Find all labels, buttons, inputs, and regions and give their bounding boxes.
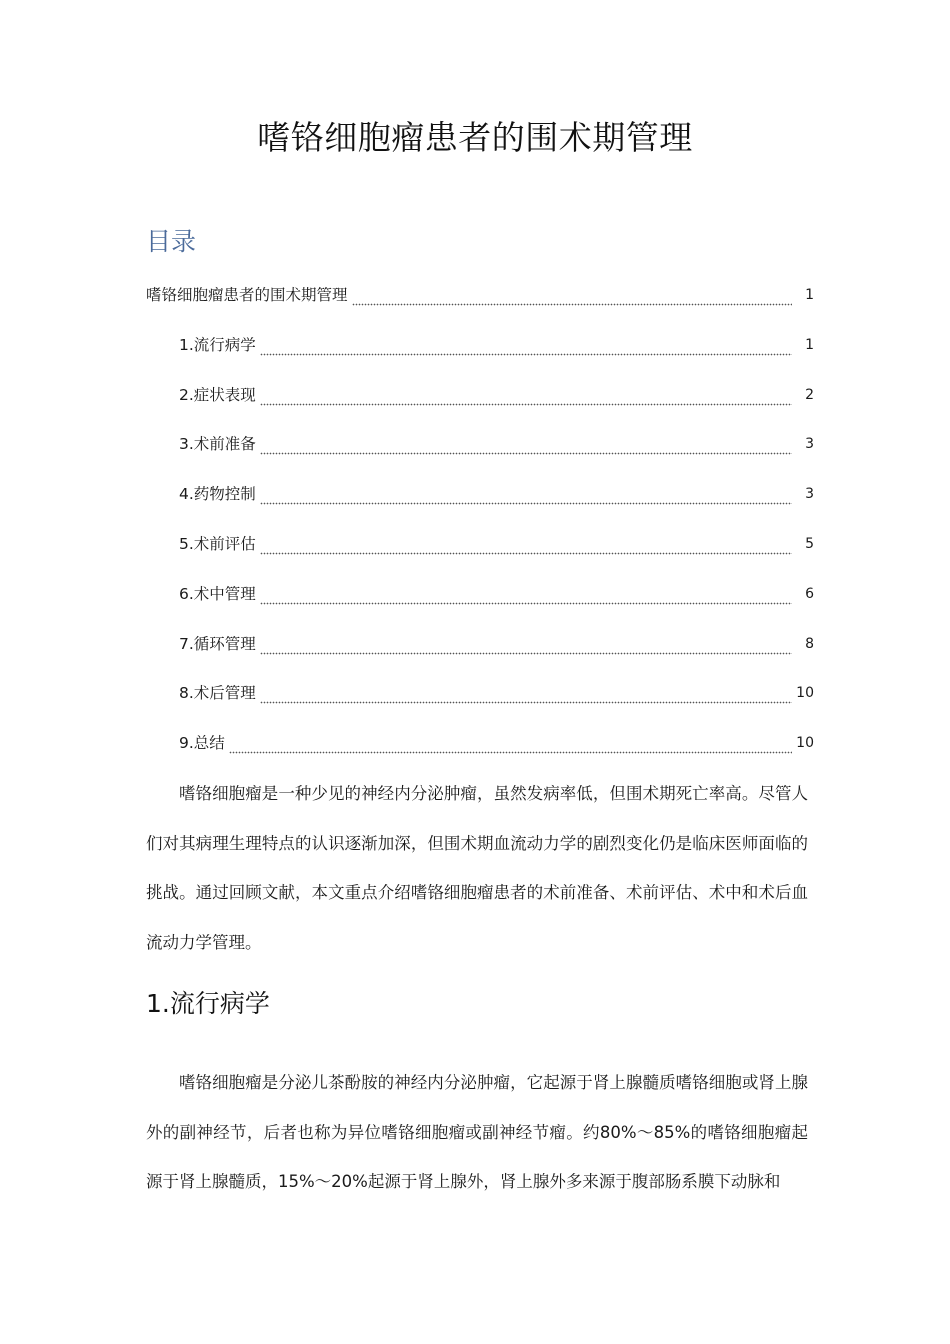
toc-entry-label: 9.总结	[179, 734, 225, 753]
toc-entry-page: 1	[805, 336, 814, 353]
intro-paragraph: 嗜铬细胞瘤是一种少见的神经内分泌肿瘤，虽然发病率低，但围术期死亡率高。尽管人们对其病理生理特点的认识逐渐加深，但围术期血流动力学的剧烈变化仍是临床医师面临的挑战。通过回顾文献，本文重点介绍嗜铬细胞瘤患者的术前准备、术前评估、术中和术后血流动力学管理。	[146, 784, 808, 952]
toc-entry-label: 4.药物控制	[179, 485, 256, 504]
toc-leader-dots	[260, 624, 792, 664]
toc-leader-dots	[352, 275, 792, 315]
toc-leader-dots	[260, 673, 792, 713]
toc-leader-dots	[229, 723, 792, 763]
toc-entry[interactable]	[146, 325, 814, 375]
toc-leader-dots	[260, 325, 792, 365]
toc-entry[interactable]	[146, 524, 814, 574]
toc-leader-dots	[260, 574, 792, 614]
toc-entry-page: 10	[796, 685, 814, 702]
toc-entry-label: 嗜铬细胞瘤患者的围术期管理	[146, 286, 348, 304]
epidemiology-paragraph: 嗜铬细胞瘤是分泌儿茶酚胺的神经内分泌肿瘤，它起源于肾上腺髓质嗜铬细胞或肾上腺外的副神经节，后者也称为异位嗜铬细胞瘤或副神经节瘤。约80%～85%的嗜铬细胞瘤起源于肾上腺髓质，15%～20%起源于肾上腺外，肾上腺外多来源于腹部肠系膜下动脉和	[146, 1073, 808, 1191]
toc-entry-page: 3	[805, 436, 814, 453]
table-of-contents	[146, 275, 814, 773]
toc-entry-page: 2	[805, 386, 814, 403]
toc-entry[interactable]	[146, 375, 814, 425]
toc-entry-page: 3	[805, 486, 814, 503]
toc-entry-page: 6	[805, 585, 814, 602]
toc-leader-dots	[260, 424, 792, 464]
toc-entry-label: 5.术前评估	[179, 534, 256, 553]
toc-entry[interactable]	[146, 474, 814, 524]
toc-leader-dots	[260, 375, 792, 415]
toc-entry-page: 10	[796, 735, 814, 752]
toc-entry[interactable]	[146, 624, 814, 674]
toc-entry-label: 8.术后管理	[179, 684, 256, 703]
toc-entry-page: 5	[805, 535, 814, 552]
toc-entry[interactable]	[146, 673, 814, 723]
toc-entry[interactable]	[146, 424, 814, 474]
toc-entry[interactable]	[146, 723, 814, 773]
toc-entry-label: 2.症状表现	[179, 385, 256, 404]
toc-entry-label: 6.术中管理	[179, 584, 256, 603]
document-title: 嗜铬细胞瘤患者的围术期管理	[257, 118, 693, 157]
toc-entry-label: 3.术前准备	[179, 435, 256, 454]
toc-entry[interactable]	[146, 275, 814, 325]
toc-entry-label: 1.流行病学	[179, 335, 256, 354]
toc-leader-dots	[260, 474, 792, 514]
toc-leader-dots	[260, 524, 792, 564]
toc-entry-page: 1	[805, 287, 814, 303]
toc-entry-page: 8	[805, 635, 814, 652]
toc-heading: 目录	[146, 227, 197, 256]
section-heading-epidemiology: 1.流行病学	[146, 989, 270, 1018]
toc-entry[interactable]	[146, 574, 814, 624]
toc-entry-label: 7.循环管理	[179, 634, 256, 653]
